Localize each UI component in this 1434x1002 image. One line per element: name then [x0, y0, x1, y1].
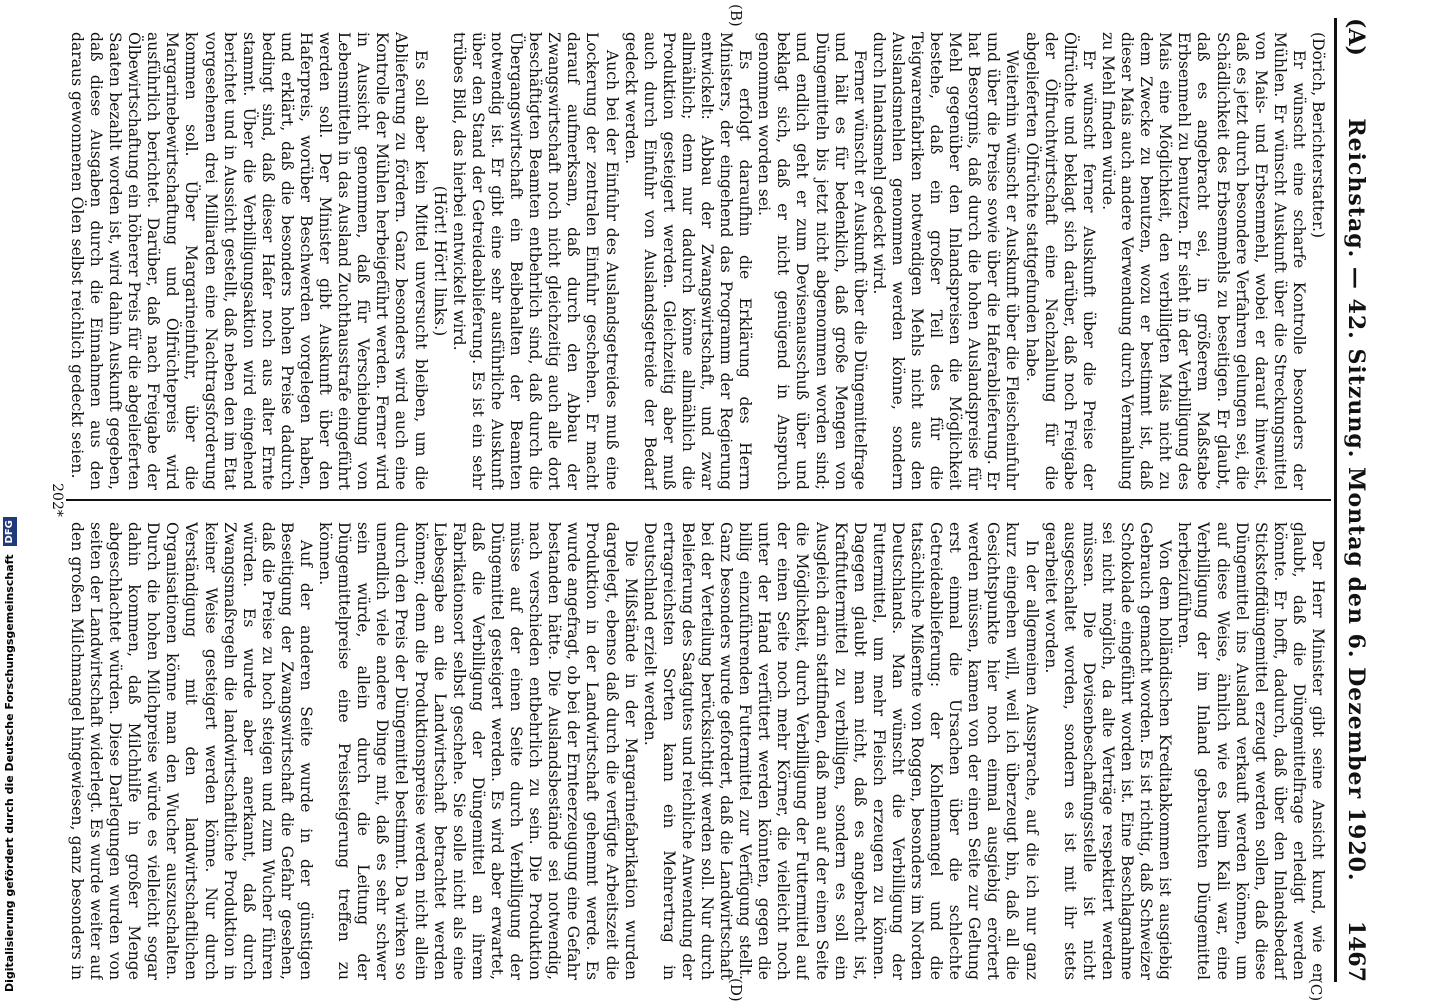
paragraph: Auf der anderen Seite wurde in der günstigen Beseitigung der Zwangswirtschaft die Gefahr gesehen, daß die Preise zu hoch steigen und zum Wucher führen würden. Es wurde aber anerkannt, daß durch Zwangsmaßregeln die landwirtschaftliche Produktion in keiner Weise gesteigert werden könne. Nur durch Verständigung mit den landwirtschaftlichen Organisationen könne man den Wucher auszuschalten. Durch die hohen Milchpreise würde es vielleicht sogar dahin kommen, daß Milchhilfe in großer Menge abgeschlachtet würden. Diese Darlegungen wurden von seiten der Landwirtschaft widerlegt. Es wurde weiter auf den großen Milchmangel hingewiesen, ganz besonders in [67, 522, 316, 980]
header-rule [1334, 18, 1337, 982]
paragraph: Ferner wünscht er Auskunft über die Düngemittelfrage und hält es für bedenklich, daß große Mengen von Düngemitteln bis jetzt nicht abgenommen worden sind; und endlich geht er zum Devisenausschuß über und beklagt sich, daß er nicht genügend in Anspruch genommen worden sei. [755, 32, 869, 490]
digitisation-credit [0, 0, 20, 1000]
dfg-logo: DFG [3, 517, 17, 546]
header-title: Reichstag. — 42. Sitzung. Montag den 6. Dezember 1920. [1343, 118, 1369, 882]
paragraph: Auch bei der Einfuhr des Auslandsgetreides muß eine Lockerung der zentralen Einfuhr geschehen. Er macht darauf aufmerksam, daß durch den Abbau der Zwangswirtschaft noch nicht gleichzeitig auch alle dort beschäftigten Beamten entbehrlich sind, daß durch die Übergangswirtschaft ein Beibehalten der Beamten notwendig ist. Er gibt eine sehr ausführliche Auskunft über den Stand der Getreideablieferung. Es ist ein sehr trübes Bild, das hierbei entwickelt wird. [449, 32, 621, 490]
paragraph: Er wünscht eine scharfe Kontrolle besonders der Mühlen. Er wünscht Auskunft über die Streckungsmittel von Mais- und Erbsenmehl, wobei er darauf hinweist, daß es jetzt durch besondere Verfahren gelungen sei, die Schädlichkeit des Erbsenmehls zu beseitigen. Er glaubt, daß es angebracht sei, in größerem Maßstabe Erbsenmehl zu benutzen. Er sieht in der Verbilligung des Mais eine Möglichkeit, den verbilligten Mais nicht zu dem Zwecke zu benutzen, wozu er bestimmt ist, daß dieser Mais auch andere Verwendung durch Vermahlung zu Mehl finden würde. [1098, 32, 1308, 490]
margin-marker-b: (B) [727, 4, 745, 27]
paragraph: Von dem holländischen Kreditabkommen ist ausgiebig Gebrauch gemacht worden. Es ist richtig, daß Schweizer Schokolade eingeführt worden ist. Eine Beschlagnahme sei nicht möglich, da alte Verträge respektiert werden müssen. Die Devisenbeschaffungsstelle ist nicht ausgeschaltet worden, sondern es ist mit ihr stets gearbeitet worden. [1041, 522, 1175, 980]
paragraph: Der Herr Minister gibt seine Ansicht kund, wie er glaubt, daß die Düngemittelfrage erledigt werden könnte. Er hofft, dadurch, daß über den Inlandsbedarf Stickstoffdüngemittel erzeugt werden sollen, daß diese Düngemittel ins Ausland verkauft werden können, um auf diese Weise, ähnlich wie es beim Kali war, eine Verbilligung der im Inland gebrauchten Düngemittel herbeizuführen. [1175, 522, 1327, 980]
margin-marker-d: (D) [727, 978, 745, 1002]
credit-text: Digitalisierung gefördert durch die Deutsche Forschungsgemeinschaft [3, 554, 16, 992]
page-header [1339, 18, 1373, 982]
speaker-label: (Dörich, Berichterstatter.) [1309, 32, 1327, 239]
page-number: 1467 [1343, 920, 1369, 982]
document-sheet [49, 0, 1385, 1002]
right-column [67, 522, 1327, 980]
margin-marker-c: (C) [1307, 978, 1325, 1002]
paragraph: Weiterhin wünscht er Auskunft über die Fleischeinfuhr und über die Preise sowie über die Haferablieferung. Er hat Besorgnis, daß durch die hohen Auslandspreise für Mehl gegenüber den Inlandspreisen die Möglichkeit bestehe, daß ein großer Teil des für die Teigwarenfabriken notwendigen Mehls nicht aus den Auslandsmehlen genommen werden könne, sondern durch Inlandsmehl gedeckt wird. [869, 32, 1022, 490]
paragraph: In der allgemeinen Aussprache, auf die ich nur ganz kurz eingehen will, weil ich überzeugt bin, daß all die Gesichtspunkte hier noch einmal ausgiebig erörtert werden müssen, kamen von der einen Seite zur Geltung erst einmal die Ursachen über die schlechte Getreideablieferung: der Kohlenmangel und die tatsächliche Mißernte von Roggen, besonders im Norden Deutschlands. Man wünscht die Verbilligung der Futtermittel, um mehr Fleisch erzeugen zu können. Dagegen glaubt man nicht, daß es angebracht ist, Kraftfuttermittel zu verbilligen, sondern es soll ein Ausgleich darin stattfinden, daß man auf der einen Seite die Möglichkeit, durch Verbilligung der Futtermittel auf der einen Seite noch mehr Körner, die vielleicht noch unter der Hand verfüttert werden könnten, gegen die billig einzuführenden Futtermittel zur Verfügung stellt. Ganz besonders wurde gefordert, daß die Landwirtschaft bei der Verteilung berücksichtigt werden soll. Nur durch Belieferung des Saatgutes und reichliche Anwendung der ertragreichsten Sorten kann ein Mehrertrag in Deutschland erzielt werden. [640, 522, 1041, 980]
column-separator [66, 499, 1331, 501]
paragraph: Er wünscht ferner Auskunft über die Preise der Ölfrüchte und beklagt sich darüber, daß noch Freigabe der Ölfruchtwirtschaft eine Nachzahlung für die abgelieferten Ölfrüchte stattgefunden habe. [1022, 32, 1098, 490]
paragraph: Es soll aber kein Mittel unversucht bleiben, um die Ablieferung zu fördern. Ganz besonders wird auch eine Kontrolle der Mühlen herbeigeführt werden. Ferner wird in Aussicht genommen, daß für Verschiebung von Lebensmitteln in das Ausland Zuchthausstrafe eingeführt werden soll. Der Minister gibt Auskunft über den Haferpreis, worüber Beschwerden vorgelegen haben, und erklärt, daß die besonders hohen Preise dadurch bedingt sind, daß dieser Hafer noch aus alter Ernte stammt. Über die Verbilligungsaktion wird eingehend berichtet und in Aussicht gestellt, daß neben den im Etat vorgesehenen drei Milliarden eine Nachtragsforderung kommen soll. Über Margarineinfuhr, über die Margarinebewirtschaftung und Ölfrüchtepreis wird ausführlich berichtet. Darüber, daß nach Freigabe der Ölbewirtschaftung ein höherer Preis für die abgelieferten Saaten bezahlt worden ist, wird dahin Auskunft gegeben, daß diese Ausgaben durch die Einnahmen aus den daraus gewonnenen Ölen selbst reichlich gedeckt seien. [67, 32, 430, 490]
paragraph: Die Mißstände in der Margarinefabrikation wurden dargelegt, ebenso daß durch die verfügte Arbeitszeit die Produktion in der Landwirtschaft gehemmt werde. Es wurde angefragt, ob bei der Ernteerzeugung eine Gefahr bestanden hätte. Die Auslandsbestände sei notwendig, nach verschieden entbehrlich zu sein. Die Produktion müsse auf der einen Seite durch Verbilligung der Düngemittel gesteigert werden. Es wird aber erwartet, daß die Verbilligung der Düngemittel an ihrem Fabrikationsort selbst geschehe. Sie solle nicht als eine Liebesgabe an die Landwirtschaft betrachtet werden können; denn die Produktionspreise werden nicht allein durch den Preis der Düngemittel bestimmt. Da wirken so unendlich viele andere Dinge mit, daß es sehr schwer sein würde, allein durch die Leitung der Düngemittelpreise eine Preissteigerung treffen zu können. [316, 522, 640, 980]
interjection: (Hört! Hört! links.) [430, 185, 449, 337]
paragraph: Es erfolgt daraufhin die Erklärung des Herrn Ministers, der eingehend das Programm der Regierung entwickelt: Abbau der Zwangswirtschaft, und zwar allmählich; denn nur dadurch könne allmählich die Produktion gesteigert werden. Gleichzeitig aber muß auch durch Einfuhr von Auslandsgetreide der Bedarf gedeckt werden. [621, 32, 755, 490]
left-column [67, 32, 1327, 490]
signature-mark: 202* [49, 483, 65, 517]
header-marker-a: (A) [1343, 18, 1369, 56]
